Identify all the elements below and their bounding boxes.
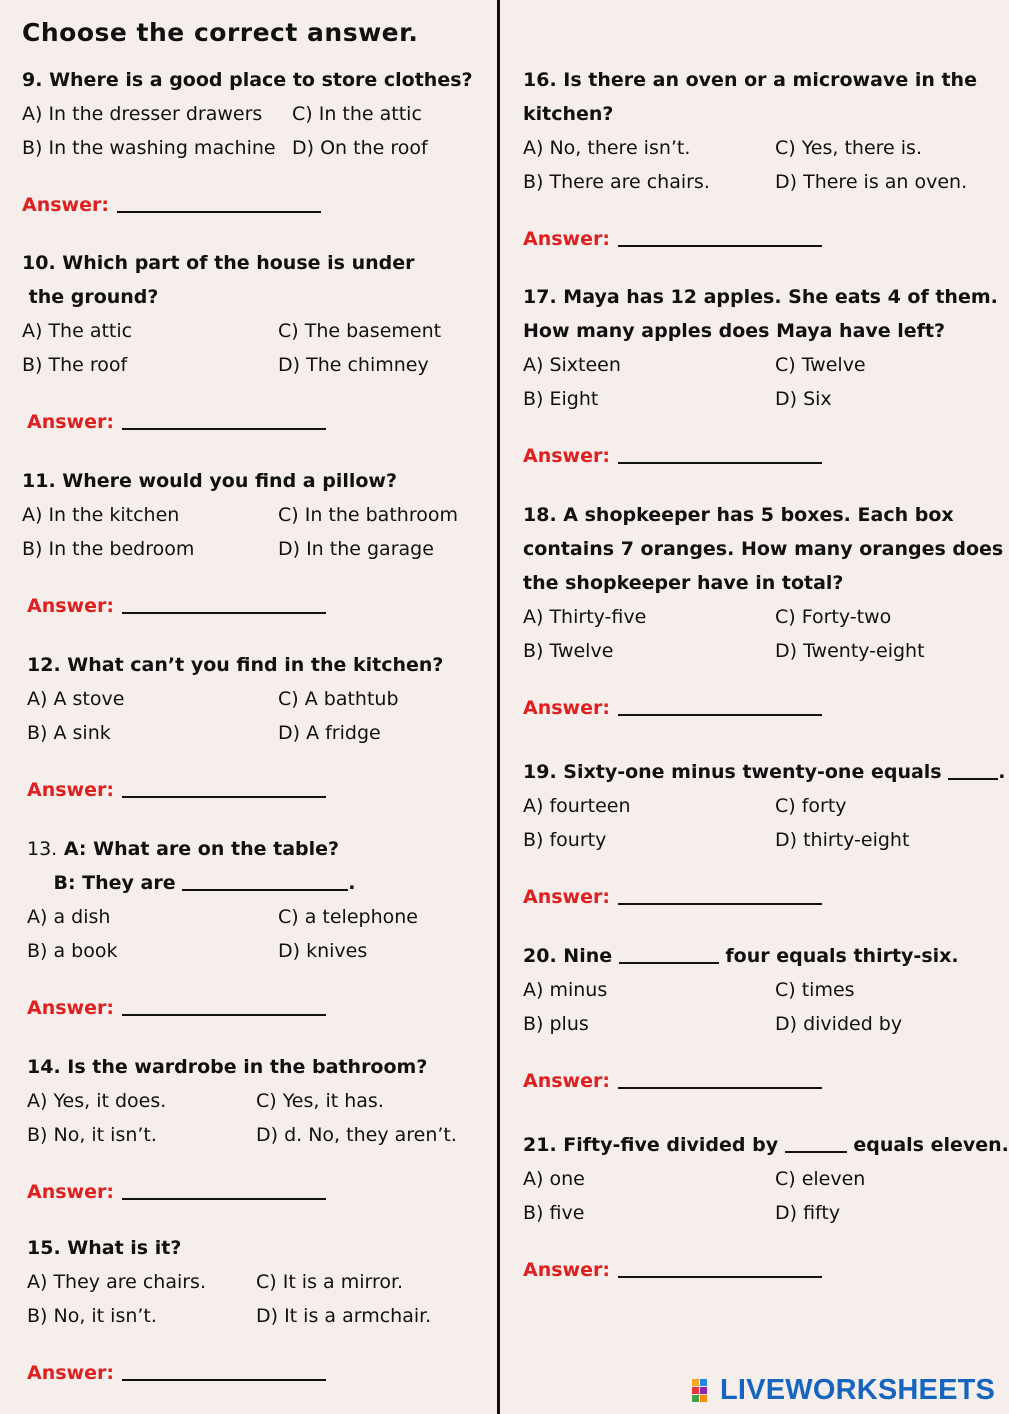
option-c: C) times xyxy=(775,979,855,1001)
question-text: 12. What can’t you find in the kitchen? xyxy=(27,654,444,676)
option-c: C) A bathtub xyxy=(278,688,399,710)
question-text: 19. Sixty-one minus twenty-one equals . xyxy=(523,761,1006,783)
option-d: D) In the garage xyxy=(278,538,434,560)
option-c: C) The basement xyxy=(278,320,442,342)
option-c: C) eleven xyxy=(775,1168,866,1190)
option-d: D) thirty-eight xyxy=(775,829,910,851)
option-d: D) A fridge xyxy=(278,722,381,744)
option-c: C) Yes, there is. xyxy=(775,137,922,159)
answer-field[interactable]: Answer: xyxy=(523,227,822,250)
option-c: C) In the bathroom xyxy=(278,504,458,526)
option-b: B) a book xyxy=(27,940,118,962)
question-12 xyxy=(27,648,444,801)
option-c: C) a telephone xyxy=(278,906,418,928)
question-15 xyxy=(27,1231,432,1384)
option-b: B) There are chairs. xyxy=(523,171,710,193)
liveworksheets-logo xyxy=(692,1374,995,1406)
question-13 xyxy=(27,832,418,1019)
question-text: 9. Where is a good place to store clothes? xyxy=(22,69,473,91)
option-b: B) plus xyxy=(523,1013,589,1035)
answer-field[interactable]: Answer: xyxy=(523,1258,822,1281)
option-c: C) Yes, it has. xyxy=(256,1090,384,1112)
option-b: B) The roof xyxy=(22,354,128,376)
answer-field[interactable]: Answer: xyxy=(27,1361,326,1384)
question-18 xyxy=(523,498,1004,719)
question-14 xyxy=(27,1050,457,1203)
answer-field[interactable]: Answer: xyxy=(27,594,326,617)
question-17 xyxy=(523,280,998,467)
option-b: B) five xyxy=(523,1202,585,1224)
question-text: 11. Where would you find a pillow? xyxy=(22,470,398,492)
option-b: B) No, it isn’t. xyxy=(27,1305,157,1327)
answer-field[interactable]: Answer: xyxy=(22,193,321,216)
option-a: A) The attic xyxy=(22,320,133,342)
answer-field[interactable]: Answer: xyxy=(27,778,326,801)
question-text: 20. Nine four equals thirty-six. xyxy=(523,945,959,967)
option-d: D) knives xyxy=(278,940,368,962)
column-divider xyxy=(497,0,500,1414)
answer-field[interactable]: Answer: xyxy=(523,696,822,719)
question-text: 13. A: What are on the table? B: They are . xyxy=(27,838,356,894)
question-16 xyxy=(523,63,977,250)
question-20 xyxy=(523,939,959,1092)
option-a: A) Sixteen xyxy=(523,354,621,376)
option-a: A) A stove xyxy=(27,688,125,710)
question-text: 10. Which part of the house is under the ground? xyxy=(22,252,415,308)
answer-field[interactable]: Answer: xyxy=(523,885,822,908)
option-a: A) minus xyxy=(523,979,608,1001)
logo-text: LIVEWORKSHEETS xyxy=(720,1373,996,1406)
answer-field[interactable]: Answer: xyxy=(27,1180,326,1203)
question-text: 16. Is there an oven or a microwave in the kitchen? xyxy=(523,69,977,125)
option-b: B) A sink xyxy=(27,722,111,744)
question-11 xyxy=(22,464,458,617)
answer-field[interactable]: Answer: xyxy=(27,996,326,1019)
option-d: D) It is a armchair. xyxy=(256,1305,432,1327)
option-d: D) Twenty-eight xyxy=(775,640,925,662)
option-a: A) They are chairs. xyxy=(27,1271,206,1293)
option-a: A) In the kitchen xyxy=(22,504,180,526)
question-text: 14. Is the wardrobe in the bathroom? xyxy=(27,1056,428,1078)
option-a: A) Yes, it does. xyxy=(27,1090,167,1112)
question-text: 17. Maya has 12 apples. She eats 4 of them. How many apples does Maya have left? xyxy=(523,286,998,342)
liveworksheets-logo-icon xyxy=(692,1377,718,1403)
option-b: B) Eight xyxy=(523,388,599,410)
question-19 xyxy=(523,755,1006,908)
option-b: B) No, it isn’t. xyxy=(27,1124,157,1146)
option-c: C) Twelve xyxy=(775,354,866,376)
question-10 xyxy=(22,246,442,433)
option-a: A) fourteen xyxy=(523,795,631,817)
option-d: D) Six xyxy=(775,388,832,410)
option-b: B) Twelve xyxy=(523,640,614,662)
option-d: D) On the roof xyxy=(292,137,428,159)
option-b: B) fourty xyxy=(523,829,607,851)
question-9 xyxy=(22,63,473,216)
option-b: B) In the bedroom xyxy=(22,538,195,560)
option-c: C) It is a mirror. xyxy=(256,1271,404,1293)
option-c: C) In the attic xyxy=(292,103,422,125)
option-d: D) d. No, they aren’t. xyxy=(256,1124,457,1146)
option-d: D) fifty xyxy=(775,1202,841,1224)
option-a: A) a dish xyxy=(27,906,111,928)
question-21 xyxy=(523,1128,1009,1281)
option-c: C) forty xyxy=(775,795,847,817)
answer-field[interactable]: Answer: xyxy=(27,410,326,433)
question-text: 18. A shopkeeper has 5 boxes. Each box contains 7 oranges. How many oranges does the shopkeeper have in total? xyxy=(523,504,1004,594)
question-text: 15. What is it? xyxy=(27,1237,182,1259)
answer-field[interactable]: Answer: xyxy=(523,1069,822,1092)
option-d: D) There is an oven. xyxy=(775,171,968,193)
option-a: A) one xyxy=(523,1168,585,1190)
question-text: 21. Fifty-five divided by equals eleven. xyxy=(523,1134,1009,1156)
option-a: A) In the dresser drawers xyxy=(22,103,263,125)
option-d: D) divided by xyxy=(775,1013,903,1035)
option-d: D) The chimney xyxy=(278,354,429,376)
option-a: A) No, there isn’t. xyxy=(523,137,691,159)
option-c: C) Forty-two xyxy=(775,606,892,628)
answer-field[interactable]: Answer: xyxy=(523,444,822,467)
page-title: Choose the correct answer. xyxy=(22,18,419,47)
option-a: A) Thirty-five xyxy=(523,606,647,628)
option-b: B) In the washing machine xyxy=(22,137,276,159)
